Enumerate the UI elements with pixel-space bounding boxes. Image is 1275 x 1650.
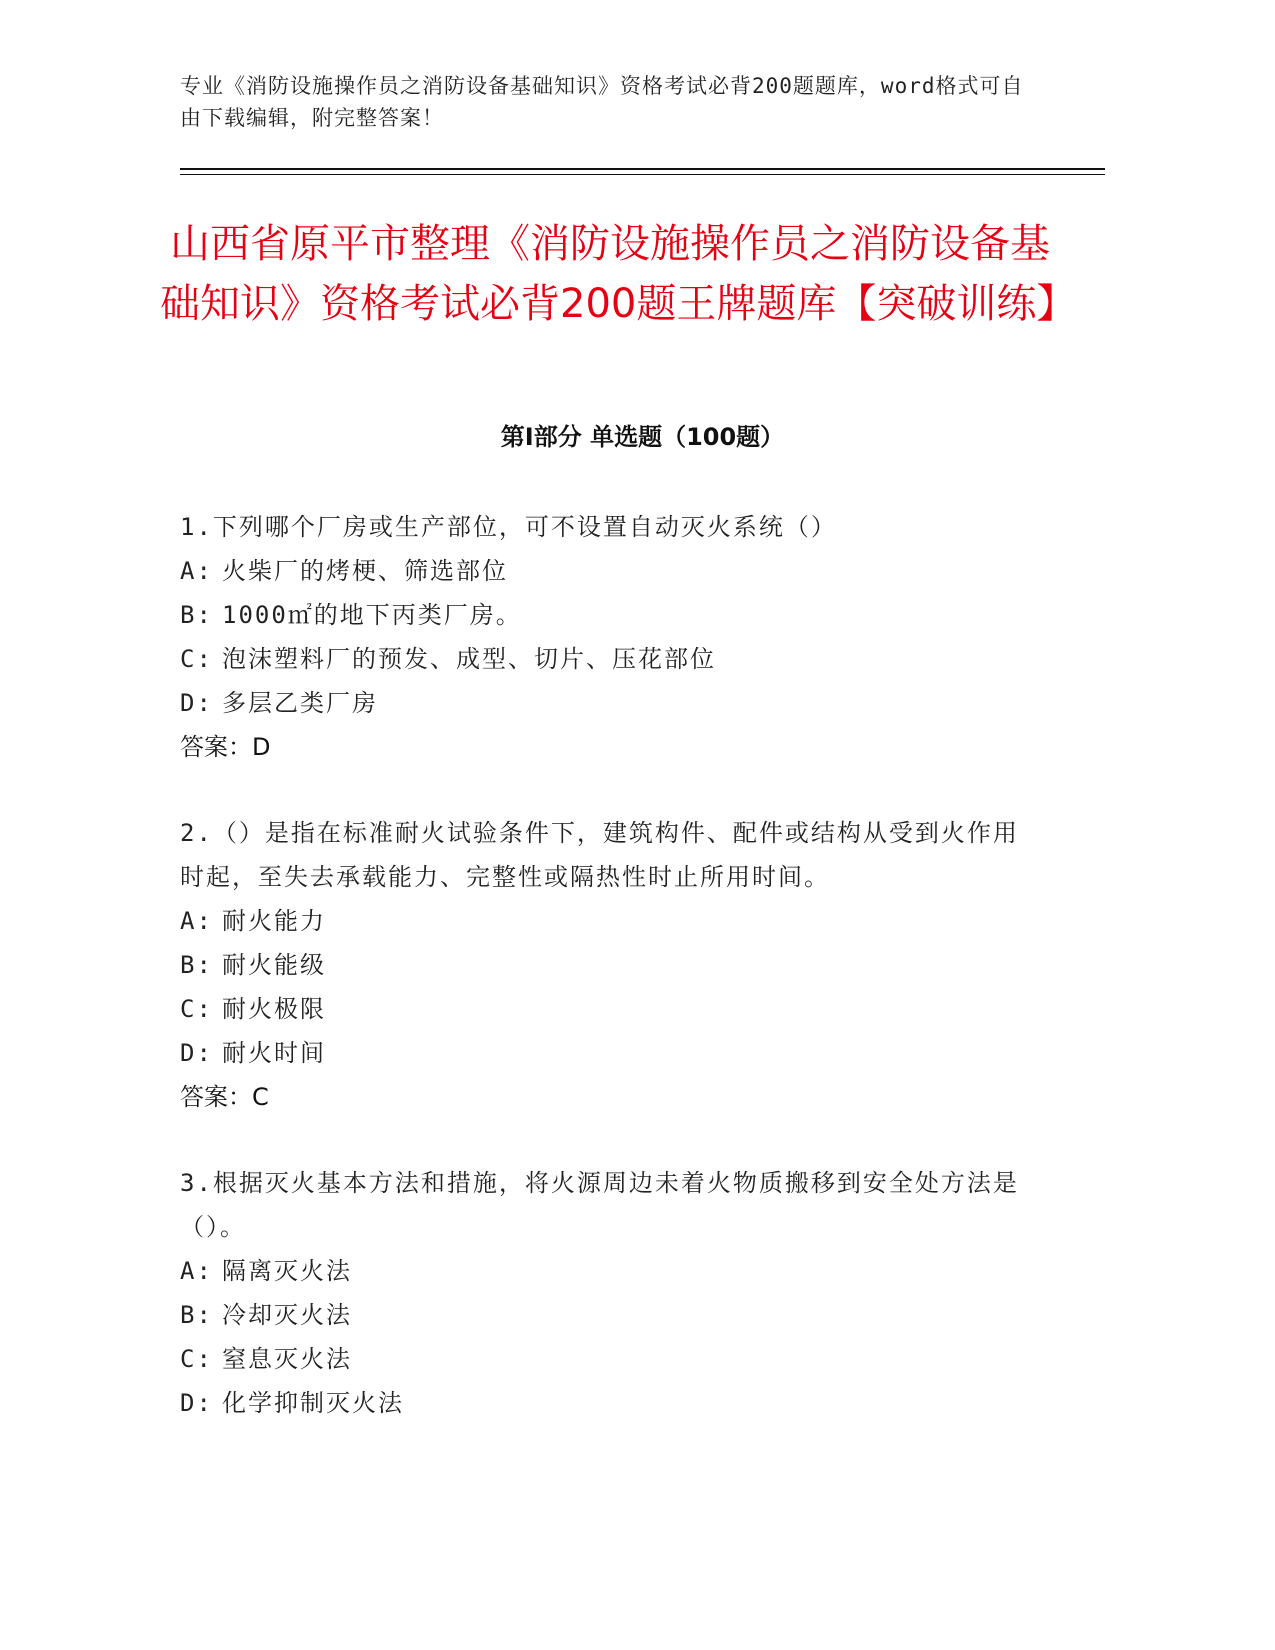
option-text: 窒息灭火法	[222, 1345, 352, 1373]
option-label: D:	[180, 689, 213, 717]
option-label: A:	[180, 1257, 213, 1285]
option-b	[180, 593, 1040, 637]
question-text: 3.根据灭火基本方法和措施，将火源周边未着火物质搬移到安全处方法是（）。	[180, 1169, 1019, 1241]
option-text: 耐火能力	[222, 907, 326, 935]
option-d	[180, 681, 1040, 725]
question-list	[180, 505, 1040, 1467]
option-text: 泡沫塑料厂的预发、成型、切片、压花部位	[222, 645, 716, 673]
option-a	[180, 899, 1040, 943]
option-label: C:	[180, 1345, 213, 1373]
option-b	[180, 943, 1040, 987]
question-2	[180, 811, 1040, 1119]
option-c	[180, 987, 1040, 1031]
option-text: 化学抑制灭火法	[222, 1389, 404, 1417]
answer: 答案：D	[180, 733, 271, 761]
header-rule-thick	[180, 168, 1105, 170]
option-label: B:	[180, 951, 213, 979]
option-c	[180, 637, 1040, 681]
document-title: 山西省原平市整理《消防设施操作员之消防设备基础知识》资格考试必背200题王牌题库【突破训练】	[160, 221, 1077, 327]
question-text: 1.下列哪个厂房或生产部位，可不设置自动灭火系统（）	[180, 513, 837, 541]
option-text: 冷却灭火法	[222, 1301, 352, 1329]
option-label: A:	[180, 907, 213, 935]
option-label: A:	[180, 557, 213, 585]
option-text: 1000㎡的地下丙类厂房。	[222, 601, 522, 629]
option-a	[180, 549, 1040, 593]
header-rule-thin	[180, 174, 1105, 175]
option-d	[180, 1381, 1040, 1425]
option-label: C:	[180, 995, 213, 1023]
option-text: 耐火极限	[222, 995, 326, 1023]
option-a	[180, 1249, 1040, 1293]
option-c	[180, 1337, 1040, 1381]
section-heading: 第Ⅰ部分 单选题（100题）	[500, 423, 785, 451]
question-text: 2.（）是指在标准耐火试验条件下，建筑构件、配件或结构从受到火作用时起，至失去承载能力、完整性或隔热性时止所用时间。	[180, 819, 1019, 891]
option-text: 耐火时间	[222, 1039, 326, 1067]
option-text: 火柴厂的烤梗、筛选部位	[222, 557, 508, 585]
header-note: 专业《消防设施操作员之消防设备基础知识》资格考试必背200题题库，word格式可自由下载编辑，附完整答案！	[180, 74, 1024, 130]
option-label: B:	[180, 601, 213, 629]
option-text: 耐火能级	[222, 951, 326, 979]
option-d	[180, 1031, 1040, 1075]
option-label: D:	[180, 1389, 213, 1417]
option-label: D:	[180, 1039, 213, 1067]
answer: 答案：C	[180, 1083, 269, 1111]
question-1	[180, 505, 1040, 769]
question-3	[180, 1161, 1040, 1425]
option-text: 多层乙类厂房	[222, 689, 378, 717]
option-label: B:	[180, 1301, 213, 1329]
option-label: C:	[180, 645, 213, 673]
option-text: 隔离灭火法	[222, 1257, 352, 1285]
option-b	[180, 1293, 1040, 1337]
